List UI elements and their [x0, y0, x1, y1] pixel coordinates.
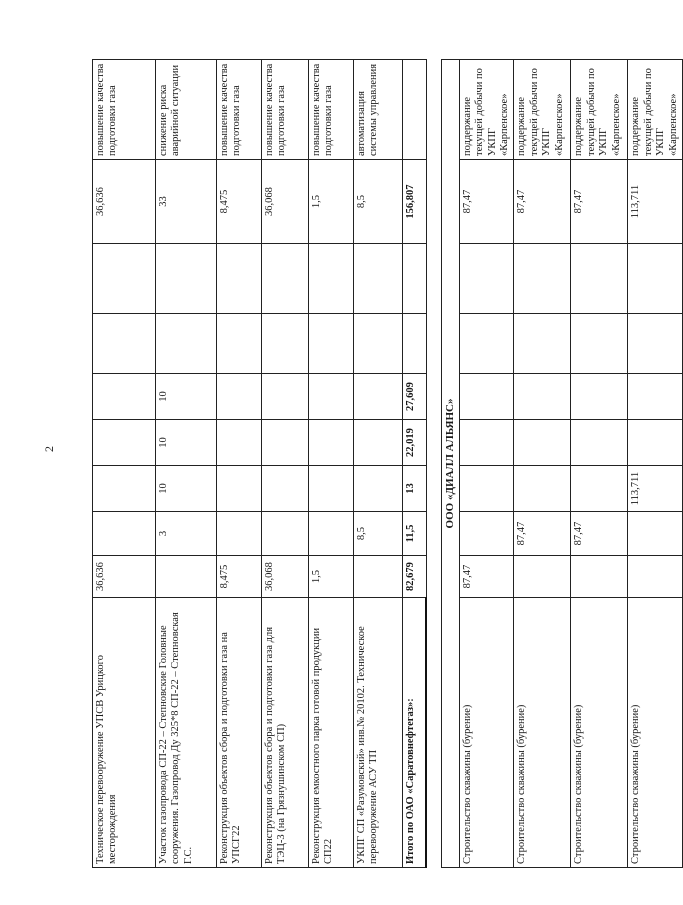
empty-cell [309, 244, 354, 314]
purpose-cell: поддержание текущей добычи по УКПГ «Карпенское» [571, 60, 628, 160]
total-label: Итого по ОАО «Саратовнефтегаз»: [403, 598, 427, 868]
value-cell [309, 420, 354, 466]
value-cell: 1,5 [309, 556, 354, 598]
value-cell [93, 466, 156, 512]
empty-cell [571, 314, 628, 374]
total-cell: 8,5 [354, 160, 403, 244]
total-cell: 87,47 [514, 160, 571, 244]
project-name: Реконструкция объектов сбора и подготовки газа на УПСГ22 [217, 598, 262, 868]
section-header [442, 60, 460, 868]
table-row [156, 60, 217, 868]
value-cell: 87,47 [571, 512, 628, 556]
value-cell [514, 466, 571, 512]
total-cell: 36,068 [262, 160, 309, 244]
value-cell [262, 374, 309, 420]
project-name: Техническое перевооружение УПСВ Урицкого месторождения [93, 598, 156, 868]
value-cell [514, 556, 571, 598]
project-name: Реконструкция емкостного парка готовой продукции СП22 [309, 598, 354, 868]
empty-cell [628, 314, 683, 374]
total-cell: 87,47 [459, 160, 514, 244]
empty-cell [514, 374, 571, 420]
investment-table [92, 59, 683, 868]
value-cell [354, 466, 403, 512]
page-number: 2 [42, 446, 56, 452]
value-cell: 87,47 [459, 556, 514, 598]
total-cell: 1,5 [309, 160, 354, 244]
project-name: Строительство скважины (бурение) [459, 598, 514, 868]
empty-cell [628, 244, 683, 314]
total-value: 22,019 [403, 420, 427, 466]
total-value: 82,679 [403, 556, 427, 598]
investment-table-rotated [92, 60, 679, 868]
value-cell: 10 [156, 420, 217, 466]
value-cell: 10 [156, 466, 217, 512]
value-cell [217, 466, 262, 512]
value-cell [262, 420, 309, 466]
value-cell: 8,5 [354, 512, 403, 556]
total-cell: 8,475 [217, 160, 262, 244]
purpose-cell: поддержание текущей добычи по УКПГ «Карпенское» [514, 60, 571, 160]
table-row [628, 60, 683, 868]
empty-cell [93, 244, 156, 314]
purpose-cell: поддержание текущей добычи по УКПГ «Карпенское» [628, 60, 683, 160]
value-cell [628, 512, 683, 556]
value-cell [93, 512, 156, 556]
table-row [309, 60, 354, 868]
value-cell [217, 314, 262, 374]
value-cell [354, 314, 403, 374]
value-cell [262, 512, 309, 556]
gap-cell [426, 60, 442, 868]
table-row [354, 60, 403, 868]
empty-cell [514, 244, 571, 314]
value-cell: 36,636 [93, 556, 156, 598]
project-name: Строительство скважины (бурение) [514, 598, 571, 868]
empty-cell [217, 244, 262, 314]
value-cell [309, 374, 354, 420]
value-cell [262, 314, 309, 374]
empty-cell [403, 314, 427, 374]
empty-cell [571, 244, 628, 314]
total-value: 13 [403, 466, 427, 512]
purpose-cell: повышение качества подготовки газа [217, 60, 262, 160]
empty-cell [571, 374, 628, 420]
grand-total: 156,807 [403, 160, 427, 244]
value-cell [459, 466, 514, 512]
empty-cell [459, 420, 514, 466]
value-cell [93, 374, 156, 420]
value-cell [93, 420, 156, 466]
total-cell: 33 [156, 160, 217, 244]
table-row [217, 60, 262, 868]
empty-cell [459, 244, 514, 314]
empty-cell [514, 314, 571, 374]
section-title: ООО «ДИАЛЛ АЛЬЯНС» [442, 60, 460, 868]
value-cell [217, 374, 262, 420]
project-name: Строительство скважины (бурение) [571, 598, 628, 868]
purpose-cell: снижение риска аварийной ситуации [156, 60, 217, 160]
value-cell [628, 556, 683, 598]
value-cell: 113,711 [628, 466, 683, 512]
value-cell [93, 314, 156, 374]
value-cell [354, 556, 403, 598]
value-cell [309, 512, 354, 556]
project-name: Строительство скважины (бурение) [628, 598, 683, 868]
empty-cell [571, 420, 628, 466]
purpose-cell: повышение качества подготовки газа [93, 60, 156, 160]
table-row [262, 60, 309, 868]
value-cell [459, 512, 514, 556]
value-cell [156, 314, 217, 374]
value-cell: 36,068 [262, 556, 309, 598]
empty-cell [628, 420, 683, 466]
project-name: УКПГ СП «Разумовский» инв.№ 20102. Техническое перевооружение АСУ ТП [354, 598, 403, 868]
total-cell: 36,636 [93, 160, 156, 244]
purpose-cell: поддержание текущей добычи по УКПГ «Карпенское» [459, 60, 514, 160]
purpose-cell: автоматизация системы управления [354, 60, 403, 160]
table-gap [426, 60, 442, 868]
empty-cell [403, 60, 427, 160]
purpose-cell: повышение качества подготовки газа [309, 60, 354, 160]
value-cell [262, 466, 309, 512]
value-cell [309, 466, 354, 512]
value-cell [309, 314, 354, 374]
table-row [514, 60, 571, 868]
total-row [403, 60, 427, 868]
value-cell [354, 420, 403, 466]
total-value: 11,5 [403, 512, 427, 556]
value-cell [217, 420, 262, 466]
empty-cell [354, 244, 403, 314]
value-cell [354, 374, 403, 420]
value-cell [571, 556, 628, 598]
value-cell: 87,47 [514, 512, 571, 556]
value-cell: 3 [156, 512, 217, 556]
table-row [93, 60, 156, 868]
value-cell: 10 [156, 374, 217, 420]
purpose-cell: повышение качества подготовки газа [262, 60, 309, 160]
empty-cell [459, 374, 514, 420]
empty-cell [156, 244, 217, 314]
total-value: 27,609 [403, 374, 427, 420]
empty-cell [262, 244, 309, 314]
total-cell: 113,711 [628, 160, 683, 244]
table-row [459, 60, 514, 868]
empty-cell [403, 244, 427, 314]
empty-cell [628, 374, 683, 420]
project-name: Реконструкция объектов сбора и подготовки газа для ТЭЦ-3 (на Грязнушинском СП) [262, 598, 309, 868]
project-name: Участок газопровода СП-22 – Степновские Головные сооружения. Газопровод Ду 325*8 СП-22 – Степновская Г.С. [156, 598, 217, 868]
value-cell: 8,475 [217, 556, 262, 598]
value-cell [571, 466, 628, 512]
empty-cell [459, 314, 514, 374]
value-cell [217, 512, 262, 556]
table-row [571, 60, 628, 868]
total-cell: 87,47 [571, 160, 628, 244]
value-cell [156, 556, 217, 598]
empty-cell [514, 420, 571, 466]
